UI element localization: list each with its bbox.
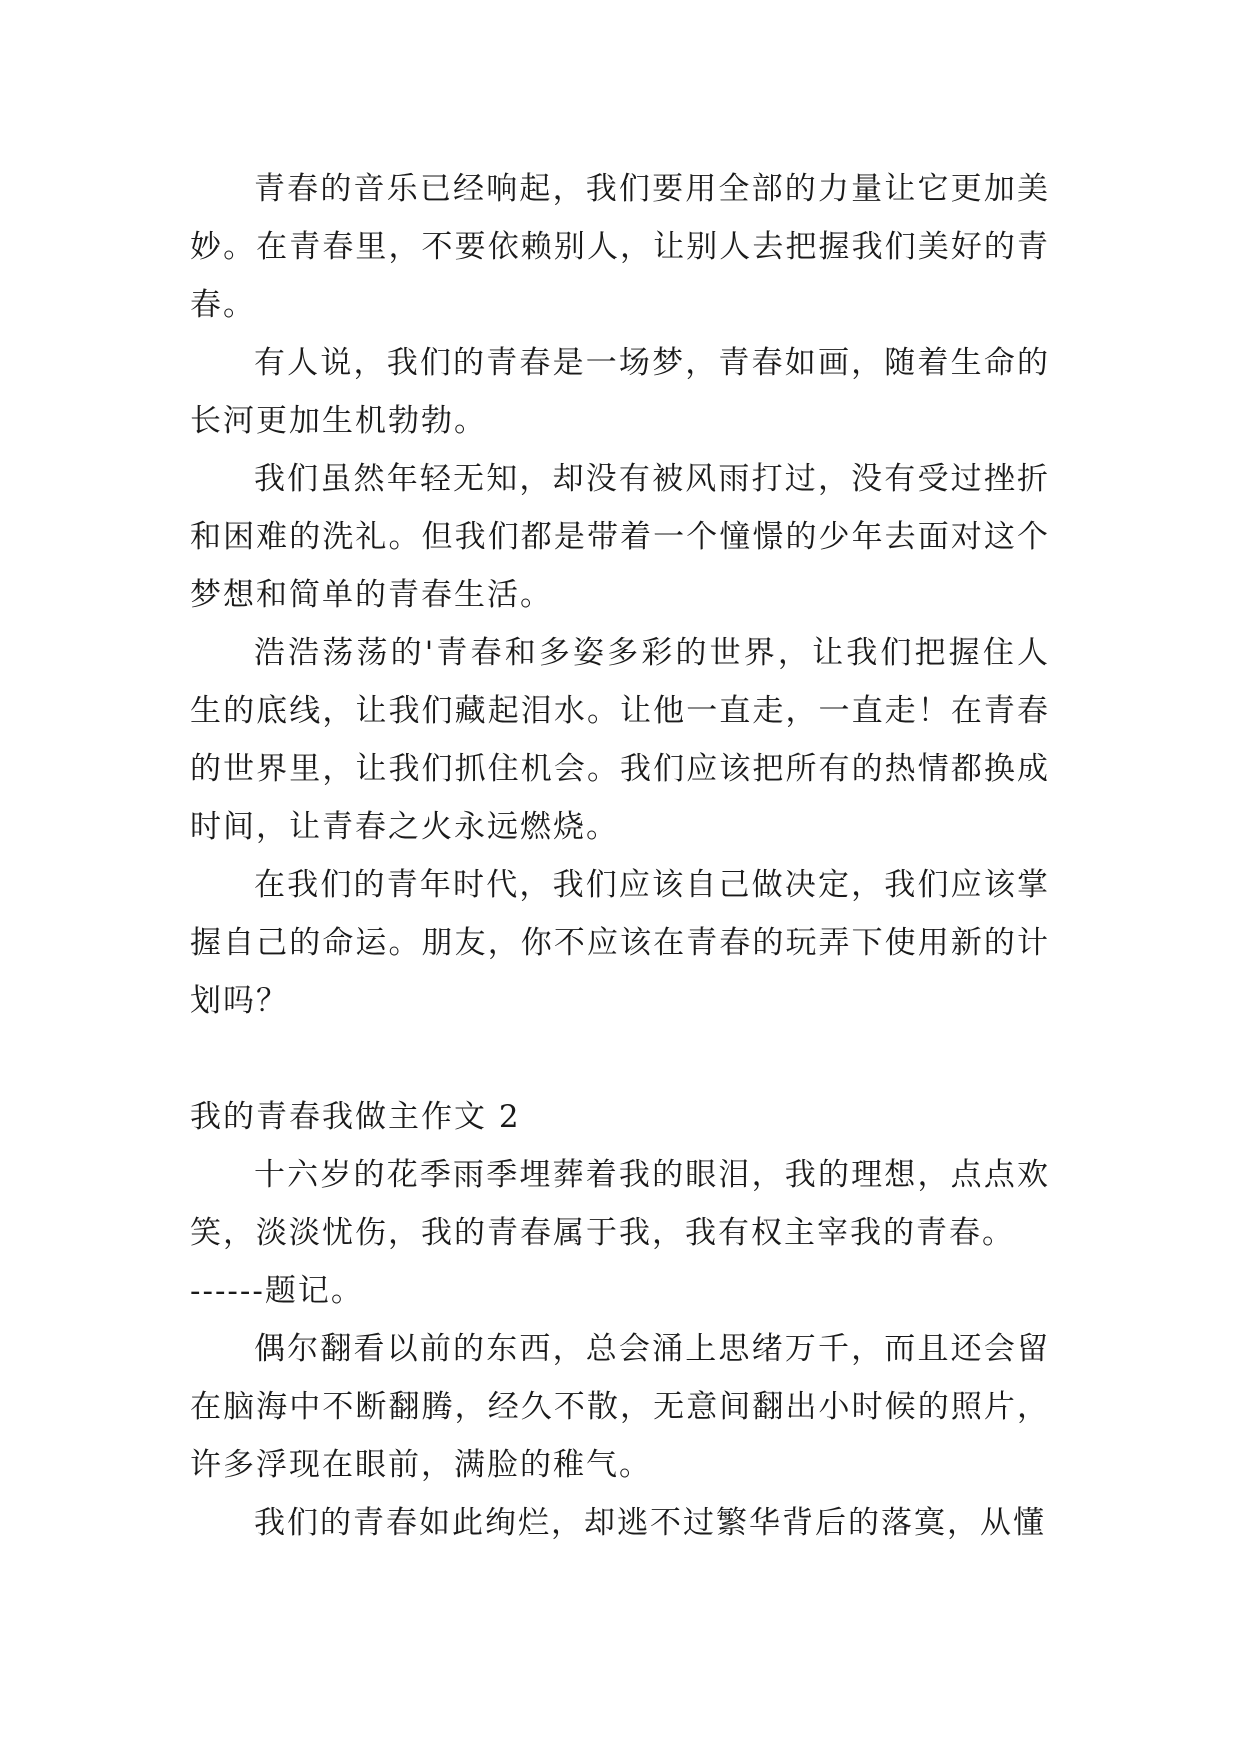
- paragraph: 在我们的青年时代，我们应该自己做决定，我们应该掌握自己的命运。朋友，你不应该在青春的玩弄下使用新的计划吗？: [190, 867, 1050, 1019]
- paragraph: 青春的音乐已经响起，我们要用全部的力量让它更加美妙。在青春里，不要依赖别人，让别人去把握我们美好的青春。: [190, 171, 1050, 323]
- paragraph: 我们虽然年轻无知，却没有被风雨打过，没有受过挫折和困难的洗礼。但我们都是带着一个憧憬的少年去面对这个梦想和简单的青春生活。: [190, 461, 1050, 613]
- section-title: 我的青春我做主作文 2: [190, 1099, 521, 1135]
- epigraph-note: ------题记。: [190, 1273, 364, 1309]
- paragraph: 有人说，我们的青春是一场梦，青春如画，随着生命的长河更加生机勃勃。: [190, 345, 1050, 439]
- paragraph: 我们的青春如此绚烂，却逃不过繁华背后的落寞，从懂: [254, 1505, 1046, 1541]
- paragraph: 浩浩荡荡的'青春和多姿多彩的世界，让我们把握住人生的底线，让我们藏起泪水。让他一直走，一直走！在青春的世界里，让我们抓住机会。我们应该把所有的热情都换成时间，让青春之火永远燃烧。: [190, 635, 1050, 845]
- paragraph: 十六岁的花季雨季埋葬着我的眼泪，我的理想，点点欢笑，淡淡忧伤，我的青春属于我，我有权主宰我的青春。: [190, 1157, 1050, 1251]
- paragraph: 偶尔翻看以前的东西，总会涌上思绪万千，而且还会留在脑海中不断翻腾，经久不散，无意间翻出小时候的照片，许多浮现在眼前，满脸的稚气。: [190, 1331, 1050, 1483]
- document-body: [190, 160, 1050, 1552]
